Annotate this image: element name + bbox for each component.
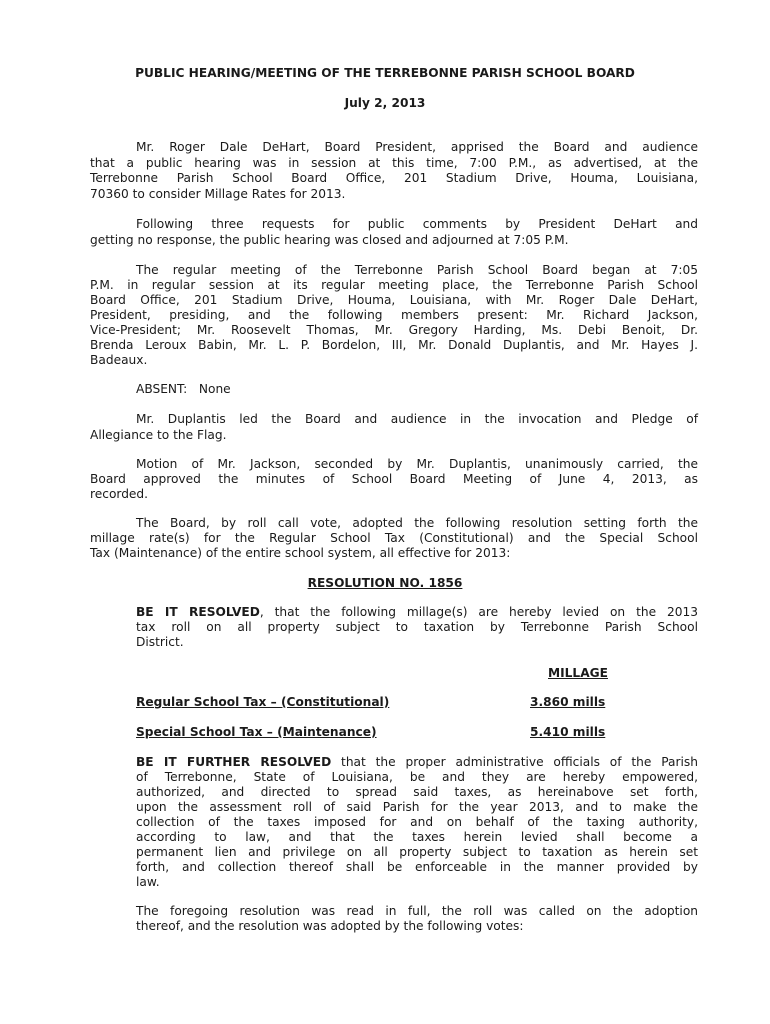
paragraph-line: according to law, and that the taxes herein levied shall become a (136, 830, 698, 844)
paragraph-line: forth, and collection thereof shall be enforceable in the manner provided by (136, 860, 698, 874)
paragraph-line: of Terrebonne, State of Louisiana, be and they are hereby empowered, (136, 770, 698, 784)
paragraph-line: The regular meeting of the Terrebonne Parish School Board began at 7:05 (136, 263, 698, 277)
tax-name: Special School Tax – (Maintenance) (136, 725, 377, 739)
millage-column-header: MILLAGE (548, 666, 608, 680)
paragraph-line: upon the assessment roll of said Parish for the year 2013, and to make the (136, 800, 698, 814)
paragraph-line: Tax (Maintenance) of the entire school system, all effective for 2013: (90, 546, 511, 560)
paragraph-line: permanent lien and privilege on all property subject to taxation as herein set (136, 845, 698, 859)
resolution-heading: RESOLUTION NO. 1856 (307, 576, 463, 590)
paragraph-line: Board Office, 201 Stadium Drive, Houma, Louisiana, with Mr. Roger Dale DeHart, (90, 293, 698, 307)
paragraph-line: The foregoing resolution was read in full, the roll was called on the adoption (136, 904, 698, 918)
paragraph-line: 70360 to consider Millage Rates for 2013. (90, 187, 346, 201)
paragraph-line: that a public hearing was in session at this time, 7:00 P.M., as advertised, at the (90, 156, 698, 170)
paragraph-line: Terrebonne Parish School Board Office, 201 Stadium Drive, Houma, Louisiana, (90, 171, 698, 185)
paragraph-line: thereof, and the resolution was adopted by the following votes: (136, 919, 524, 933)
paragraph-line: District. (136, 635, 184, 649)
paragraph-line: President, presiding, and the following members present: Mr. Richard Jackson, (90, 308, 698, 322)
paragraph-line: millage rate(s) for the Regular School Tax (Constitutional) and the Special School (90, 531, 698, 545)
paragraph-line: Following three requests for public comments by President DeHart and (136, 217, 698, 231)
paragraph-line: Mr. Roger Dale DeHart, Board President, apprised the Board and audience (136, 140, 698, 154)
paragraph-line: authorized, and directed to spread said taxes, as hereinabove set forth, (136, 785, 698, 799)
page-title: PUBLIC HEARING/MEETING OF THE TERREBONNE PARISH SCHOOL BOARD (135, 66, 635, 80)
paragraph-line: Brenda Leroux Babin, Mr. L. P. Bordelon, III, Mr. Donald Duplantis, and Mr. Hayes J. (90, 338, 698, 352)
paragraph-line: Motion of Mr. Jackson, seconded by Mr. Duplantis, unanimously carried, the (136, 457, 698, 471)
paragraph-line: getting no response, the public hearing was closed and adjourned at 7:05 P.M. (90, 233, 569, 247)
paragraph-line: Vice-President; Mr. Roosevelt Thomas, Mr. Gregory Harding, Ms. Debi Benoit, Dr. (90, 323, 698, 337)
paragraph-line: P.M. in regular session at its regular meeting place, the Terrebonne Parish School (90, 278, 698, 292)
resolved-text: , that the following millage(s) are hereby levied on the 2013 (259, 605, 698, 619)
tax-rate: 3.860 mills (530, 695, 606, 709)
paragraph-line: recorded. (90, 487, 149, 501)
tax-name: Regular School Tax – (Constitutional) (136, 695, 390, 709)
paragraph-line (136, 755, 698, 770)
paragraph-line: Allegiance to the Flag. (90, 428, 227, 442)
tax-rate: 5.410 mills (530, 725, 606, 739)
paragraph-line: Badeaux. (90, 353, 148, 367)
absent-line: ABSENT: None (136, 382, 231, 396)
paragraph-line: The Board, by roll call vote, adopted the following resolution setting forth the (136, 516, 698, 530)
paragraph-line: law. (136, 875, 160, 889)
paragraph-line: tax roll on all property subject to taxation by Terrebonne Parish School (136, 620, 698, 634)
paragraph-line: collection of the taxes imposed for and on behalf of the taxing authority, (136, 815, 698, 829)
further-lead: BE IT FURTHER RESOLVED (136, 755, 332, 769)
further-text: that the proper administrative officials of the Parish (331, 755, 698, 769)
resolved-lead: BE IT RESOLVED (136, 605, 260, 619)
paragraph-line (136, 605, 698, 620)
paragraph-line: Board approved the minutes of School Board Meeting of June 4, 2013, as (90, 472, 698, 486)
paragraph-line: Mr. Duplantis led the Board and audience in the invocation and Pledge of (136, 412, 698, 426)
meeting-date: July 2, 2013 (344, 96, 426, 110)
